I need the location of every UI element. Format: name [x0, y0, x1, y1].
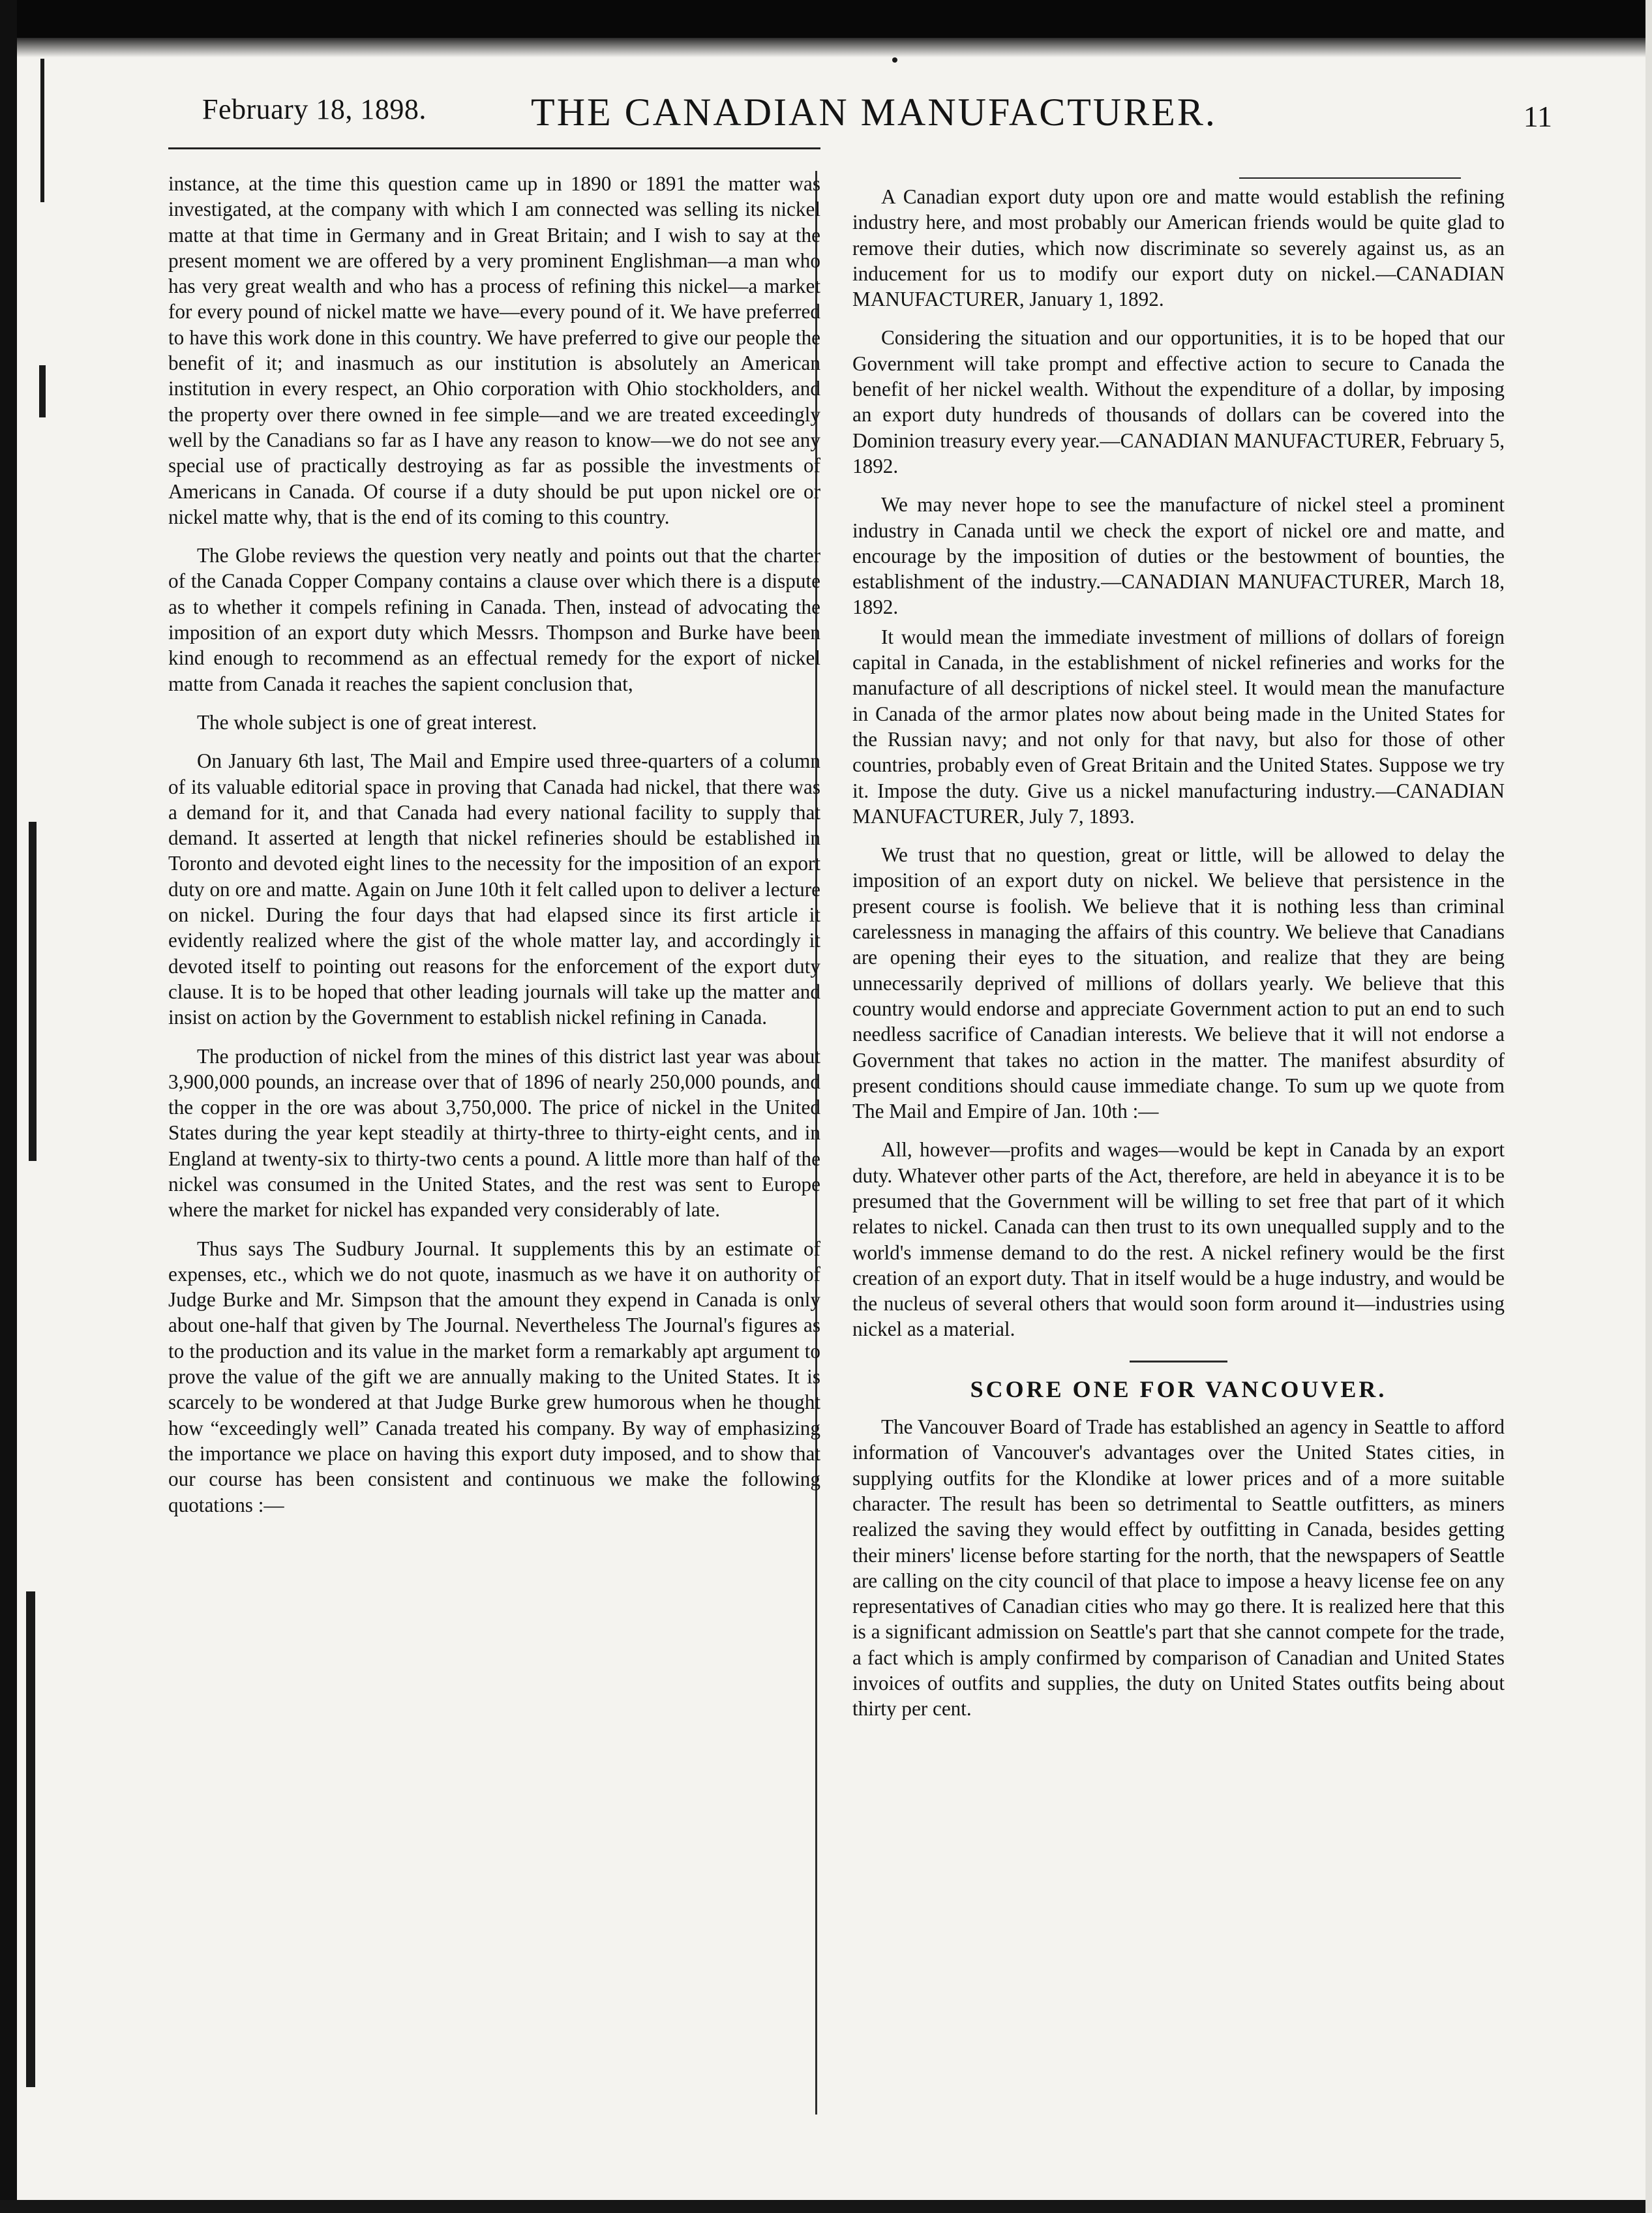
scan-top-shadow: [0, 38, 1652, 57]
quoted-paragraph: The production of nickel from the mines of this district last year was about 3,900,000 pounds, an increase over that of 1896 of nearly 250,000 pounds, and the copper in the ore was about 3,750,000. The price of nickel in the United States during the year kept steadily at thirty-three to thirty-eight cents, and in England at twenty-six to thirty-two cents a pound. A little more than half of the nickel was consumed in the United States, and the rest was sent to Europe where the market for nickel has expanded very considerably of late.: [168, 1044, 820, 1222]
masthead-rule-left: [168, 147, 820, 149]
scan-top-edge: [0, 0, 1652, 38]
scan-speck: [29, 822, 37, 1161]
page-masthead: [196, 90, 1552, 149]
section-heading: SCORE ONE FOR VANCOUVER.: [970, 1376, 1387, 1402]
article-paragraph: The Globe reviews the question very neatly and points out that the charter of the Canada Copper Company contains a clause over which there is a dispute as to whether it compels refining in Canada. Then, instead of advocating the imposition of an export duty which Messrs. Thompson and Burke have been kind enough to recommend as an effectual remedy for the export of nickel matte from Canada it reaches the sapient conclusion that,: [168, 544, 820, 695]
article-paragraph: The Vancouver Board of Trade has established an agency in Seattle to afford information of Vancouver's advantages over the United States cities, in supplying outfits for the Klondike at lower prices and of a more suitable character. The result has been so detrimental to Seattle outfitters, as miners realized the saving they would effect by outfitting in Canada, besides getting their miners' license before starting for the north, that the newspapers of Seattle are calling on the city council of that place to impose a heavy license fee on any representatives of Canadian cities who may go there. It is realized here that this is a significant admission on Seattle's part that she cannot compete for the trade, a fact which is amply confirmed by comparison of Canadian and United States invoices of outfits and supplies, the duty on United States outfits being about thirty per cent.: [852, 1415, 1505, 1721]
scan-speck: [892, 57, 897, 63]
scan-speck: [26, 1591, 35, 2087]
page-number: 11: [1523, 100, 1552, 133]
right-column: [852, 171, 1505, 1726]
issue-date: February 18, 1898.: [202, 93, 427, 125]
quotation-paragraph: A Canadian export duty upon ore and matte would establish the refining industry here, and most probably our American friends would be quite glad to remove their duties, which now discriminate so severely against us, as an inducement for us to modify our export duty on nickel.—CANADIAN MANUFACTURER, January 1, 1892.: [852, 185, 1505, 311]
scan-bottom-edge: [0, 2200, 1652, 2213]
publication-title: THE CANADIAN MANUFACTURER.: [531, 91, 1217, 134]
quotation-paragraph: We may never hope to see the manufacture of nickel steel a prominent industry in Canada until we check the export of nickel ore and matte, and encourage by the imposition of duties or the bestowment of bounties, the establishment of the industry.—CANADIAN MANUFACTURER, March 18, 1892.: [852, 493, 1505, 619]
quoted-paragraph: The whole subject is one of great interest.: [197, 710, 537, 734]
quotation-paragraph: Considering the situation and our opportunities, it is to be hoped that our Government will take prompt and effective action to secure to Canada the benefit of her nickel wealth. Without the expenditure of a dollar, by imposing an export duty hundreds of thousands of dollars can be covered into the Dominion treasury every year.—CANADIAN MANUFACTURER, February 5, 1892.: [852, 326, 1505, 477]
article-paragraph: On January 6th last, The Mail and Empire used three-quarters of a column of its valuable editorial space in proving that Canada had nickel, that there was a demand for it, and that Canada had every national facility to supply that demand. It asserted at length that nickel refineries should be established in Toronto and devoted eight lines to the necessity for the imposition of an export duty on ore and matte. Again on June 10th it felt called upon to deliver a lecture on nickel. During the four days that had elapsed since its first article it evidently realized where the gist of the whole matter lay, and accordingly it devoted itself to pointing out reasons for the enforcement of the export duty clause. It is to be hoped that other leading journals will take up the matter and insist on action by the Government to establish nickel refining in Canada.: [168, 749, 820, 1029]
scan-left-edge: [0, 0, 17, 2213]
article-paragraph: We trust that no question, great or little, will be allowed to delay the imposition of an export duty on nickel. We believe that persistence in the present course is foolish. We believe that it is nothing less than criminal carelessness in managing the affairs of this country. We believe that Canadians are opening their eyes to the situation, and realize that they are being unnecessarily deprived of millions of dollars yearly. We believe that this country would endorse and appreciate Government action to put an end to such needless sacrifice of Canadian interests. We believe that it will not endorse a Government that takes no action in the matter. The manifest absurdity of present conditions should cause immediate change. To sum up we quote from The Mail and Empire of Jan. 10th :—: [852, 843, 1505, 1123]
quoted-paragraph: All, however—profits and wages—would be kept in Canada by an export duty. Whatever other parts of the Act, therefore, are held in abeyance it is to be presumed that the Government will be willing to set free that part of it which relates to nickel. Canada can then trust to its own unequalled supply and to the world's immense demand to do the rest. A nickel refinery would be the first creation of an export duty. That in itself would be a huge industry, and would be the nucleus of several others that would soon form around it—industries using nickel as a material.: [852, 1138, 1505, 1341]
scan-speck: [39, 365, 46, 417]
left-column: [168, 171, 820, 1522]
section-divider: [1130, 1361, 1227, 1362]
scan-speck: [40, 59, 44, 202]
quotation-paragraph: It would mean the immediate investment of millions of dollars of foreign capital in Canada, in the establishment of nickel refineries and works for the manufacture of all descriptions of nickel steel. It would mean the manufacture in Canada of the armor plates now about being made in the United States for the Russian navy; and not only for that navy, but also for those of other countries, probably even of Great Britain and the United States. Suppose we try it. Impose the duty. Give us a nickel manufacturing industry.—CANADIAN MANUFACTURER, July 7, 1893.: [852, 625, 1505, 828]
article-paragraph: instance, at the time this question came up in 1890 or 1891 the matter was investigated, at the company with which I am connected was selling its nickel matte at that time in Germany and in Great Britain; and I wish to say at the present moment we are offered by a very prominent Englishman—a man who has very great wealth and who has a process of refining this nickel—a market for every pound of nickel matte we have—every pound of it. We have preferred to have this work done in this country. We have preferred to give our people the benefit of it; and inasmuch as our institution is absolutely an American institution in every respect, an Ohio corporation with Ohio stockholders, and the property over there owned in fee simple—and we are treated exceedingly well by the Canadians so far as I have any reason to know—we do not see any special use of practically destroying as far as possible the investments of Americans in Canada. Of course if a duty should be put upon nickel ore or nickel matte why, that is the end of its coming to this country.: [168, 172, 820, 528]
scan-right-edge: [1645, 0, 1652, 2213]
article-paragraph: Thus says The Sudbury Journal. It supplements this by an estimate of expenses, etc., which we do not quote, inasmuch as we have it on authority of Judge Burke and Mr. Simpson that the amount they expend in Canada is only about one-half that given by The Journal. Nevertheless The Journal's figures as to the production and its value in the market form a remarkably apt argument to prove the value of the gift we are annually making to the United States. It is scarcely to be wondered at that Judge Burke grew humorous when he thought how “exceedingly well” Canada treated his company. By way of emphasizing the importance we place on having this export duty imposed, and to show that our course has been consistent and continuous we make the following quotations :—: [168, 1237, 820, 1516]
